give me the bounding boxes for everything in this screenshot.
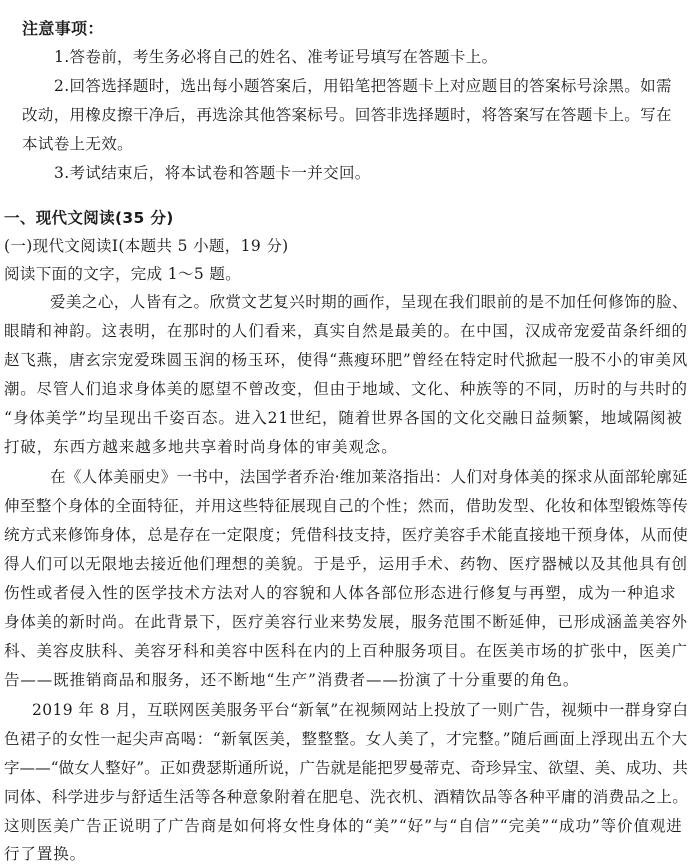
passage-line: 潮。尽管人们追求身体美的愿望不曾改变，但由于地域、文化、种族等的不同，历时的与共时的 (4, 380, 688, 398)
notice-title: 注意事项： (22, 19, 104, 38)
passage-line: 赵飞燕，唐玄宗宠爱珠圆玉润的杨玉环，使得“燕瘦环肥”曾经在特定时代掀起一股不小的审美风 (4, 351, 689, 369)
passage-line: 在《人体美丽史》一书中，法国学者乔治·维加莱洛指出：人们对身体美的探求从面部轮廓延 (50, 468, 688, 486)
passage-line: 行了置换。 (4, 845, 87, 863)
section-title: 一、现代文阅读(35 分) (4, 209, 174, 227)
passage-line: 统方式来修饰身体，总是存在一定限度；凭借科技支持，医疗美容手术能直接地干预身体，从而使 (4, 526, 689, 544)
notice-item-3: 3.考试结束后，将本试卷和答题卡一并交回。 (54, 164, 371, 182)
passage-line: 色裙子的女性一起尖声高喝：“新氧医美，整整整。女人美了，才完整。”随后画面上浮现出五个大 (4, 730, 688, 748)
passage-line: 告——既推销商品和服务，还不断地“生产”消费者——扮演了十分重要的角色。 (4, 671, 580, 689)
passage-line: 这则医美广告正说明了广告商是如何将女性身体的“美”“好”与“自信”“完美”“成功”等价值观进 (4, 817, 683, 835)
passage-line: 爱美之心，人皆有之。欣赏文艺复兴时期的画作，呈现在我们眼前的是不加任何修饰的脸、 (50, 293, 689, 311)
passage-line: 眼睛和神韵。这表明，在那时的人们看来，真实自然是最美的。在中国，汉成帝宠爱苗条纤细的 (4, 322, 688, 340)
passage-line: 字——“做女人整好”。正如费瑟斯通所说，广告就是能把罗曼蒂克、奇珍异宝、欲望、美、成功、共 (4, 759, 688, 777)
section-subtitle: (一)现代文阅读Ⅰ(本题共 5 小题，19 分) (4, 237, 289, 255)
passage-line: 科、美容皮肤科、美容牙科和美容中医科在内的上百种服务项目。在医美市场的扩张中，医美广 (4, 642, 688, 660)
passage-line: 身体美的新时尚。在此背景下，医疗美容行业来势发展，服务范围不断延伸，已形成涵盖美容外 (4, 613, 688, 631)
notice-item-2: 2.回答选择题时，选出每小题答案后，用铅笔把答题卡上对应题目的答案标号涂黑。如需 (54, 77, 672, 95)
passage-line: 伸至整个身体的全面特征，并用这些特征展现自己的个性；然而，借助发型、化妆和体型锻炼等传 (4, 497, 689, 515)
passage-line: 打破，东西方越来越多地共享着时尚身体的审美观念。 (4, 438, 398, 456)
notice-item-2-cont: 改动，用橡皮擦干净后，再选涂其他答案标号。回答非选择题时，将答案写在答题卡上。写在 (22, 106, 672, 124)
passage-line: 伤性或者侵入性的医学技术方法对人的容貌和人体各部位形态进行修复与再塑，成为一种追求 (4, 584, 677, 602)
passage-line: 同体、科学进步与舒适生活等各种意象附着在肥皂、洗衣机、酒精饮品等各种平庸的消费品之上。 (4, 788, 689, 806)
section-instruction: 阅读下面的文字，完成 1～5 题。 (4, 265, 242, 283)
passage-line: 得人们可以无限地去接近他们理想的美貌。于是乎，运用手术、药物、医疗器械以及其他具有创 (4, 555, 688, 573)
notice-item-1: 1.答卷前，考生务必将自己的姓名、准考证号填写在答题卡上。 (54, 48, 498, 66)
notice-item-2-end: 本试卷上无效。 (22, 135, 133, 153)
passage-line: 2019 年 8 月，互联网医美服务平台“新氧”在视频网站上投放了一则广告，视频中一群身穿白 (32, 701, 689, 719)
passage-line: “身体美学”均呈现出千姿百态。进入21世纪，随着世界各国的文化交融日益频繁，地域隔阂被 (4, 409, 683, 427)
